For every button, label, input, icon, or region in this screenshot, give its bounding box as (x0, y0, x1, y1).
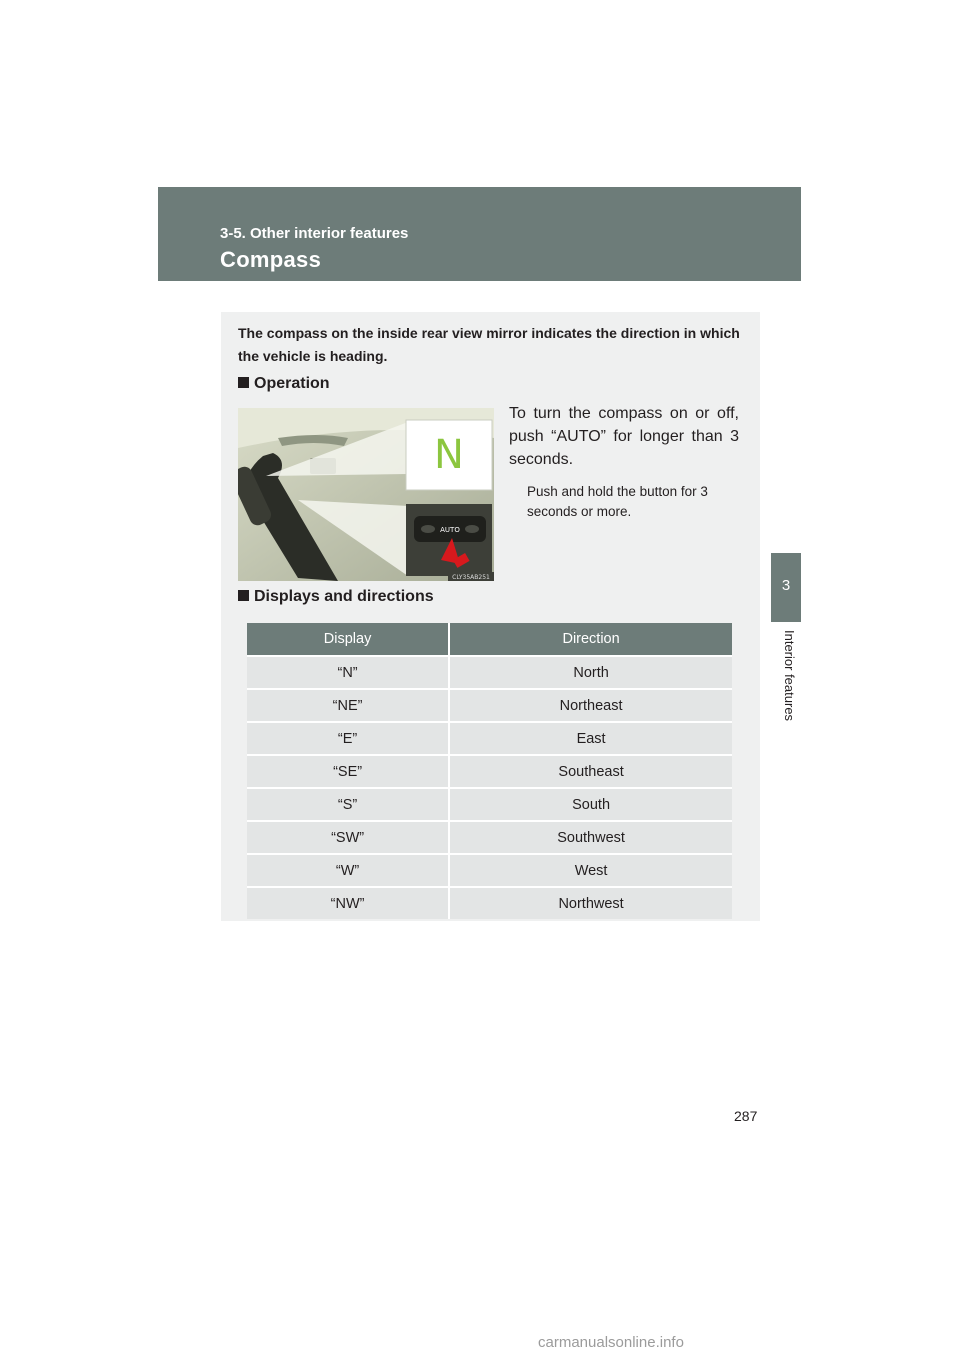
page-title: Compass (220, 247, 322, 272)
table-row (247, 788, 732, 821)
display-cell: “E” (247, 722, 449, 755)
direction-cell: Southwest (449, 821, 732, 854)
direction-cell: Southeast (449, 755, 732, 788)
page-number: 287 (734, 1108, 758, 1124)
chapter-tab: 3 (771, 553, 801, 622)
compass-display-letter: N (434, 432, 464, 478)
operation-description: To turn the compass on or off, push “AUTO” for longer than 3 seconds. (509, 405, 739, 468)
page-header (158, 187, 801, 281)
display-cell: “W” (247, 854, 449, 887)
auto-button-label: AUTO (440, 526, 460, 534)
square-bullet-icon (238, 377, 249, 388)
column-header-direction: Direction (449, 623, 732, 656)
displays-heading-text: Displays and directions (254, 588, 434, 605)
direction-cell: East (449, 722, 732, 755)
display-cell: “SE” (247, 755, 449, 788)
display-cell: “NW” (247, 887, 449, 919)
table-row (247, 854, 732, 887)
display-cell: “NE” (247, 689, 449, 722)
column-header-display: Display (247, 623, 449, 656)
displays-heading (238, 588, 434, 606)
direction-cell: West (449, 854, 732, 887)
table-row (247, 689, 732, 722)
table-row (247, 755, 732, 788)
table-row (247, 656, 732, 689)
table-row (247, 722, 732, 755)
display-cell: “SW” (247, 821, 449, 854)
direction-cell: South (449, 788, 732, 821)
square-bullet-icon (238, 590, 249, 601)
intro-text: The compass on the inside rear view mirror indicates the direction in which the vehicle is heading. (238, 325, 740, 364)
table-row (247, 821, 732, 854)
direction-cell: Northeast (449, 689, 732, 722)
operation-heading-text: Operation (254, 375, 330, 392)
content-panel (221, 312, 760, 921)
directions-table (247, 623, 732, 919)
operation-note: Push and hold the button for 3 seconds or more. (527, 484, 708, 519)
operation-heading (238, 375, 330, 393)
display-cell: “S” (247, 788, 449, 821)
direction-cell: North (449, 656, 732, 689)
display-cell: “N” (247, 656, 449, 689)
table-header-row (247, 623, 732, 656)
table-row (247, 887, 732, 919)
watermark-text: carmanualsonline.info (538, 1334, 684, 1351)
mirror-illustration (238, 408, 494, 581)
figure-code: CLY35AB251 (452, 574, 490, 581)
section-label: 3-5. Other interior features (220, 225, 409, 242)
direction-cell: Northwest (449, 887, 732, 919)
chapter-label: Interior features (782, 630, 797, 722)
